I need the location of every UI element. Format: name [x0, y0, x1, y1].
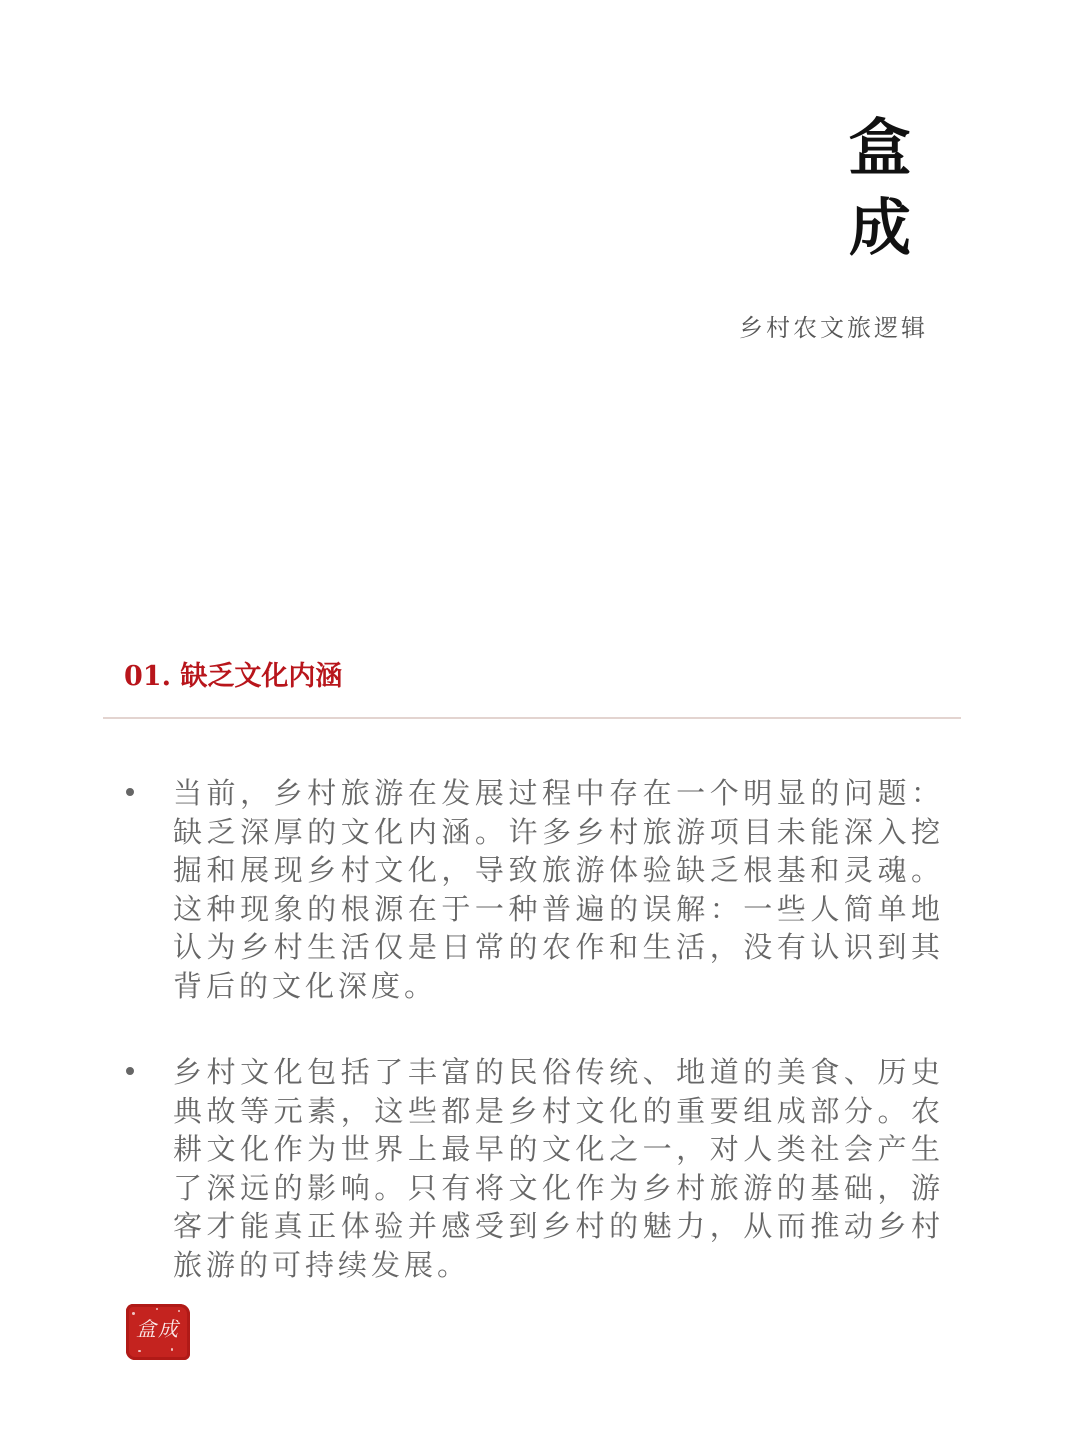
subtitle: 乡村农文旅逻辑 — [739, 314, 928, 342]
bullet-text: 当前，乡村旅游在发展过程中存在一个明显的问题：缺乏深厚的文化内涵。许多乡村旅游项目未能深入挖掘和展现乡村文化，导致旅游体验缺乏根基和灵魂。这种现象的根源在于一种普遍的误解：一些人简单地认为乡村生活仅是日常的农作和生活，没有认识到其背后的文化深度。 — [173, 776, 944, 1003]
bullet-dot-icon — [126, 788, 134, 796]
bullet-dot-icon — [126, 1067, 134, 1075]
bullet-item — [124, 1053, 944, 1284]
bullet-item — [124, 774, 944, 1005]
bullet-text: 乡村文化包括了丰富的民俗传统、地道的美食、历史典故等元素，这些都是乡村文化的重要组成部分。农耕文化作为世界上最早的文化之一，对人类社会产生了深远的影响。只有将文化作为乡村旅游的基础，游客才能真正体验并感受到乡村的魅力，从而推动乡村旅游的可持续发展。 — [173, 1055, 944, 1282]
brand-title: 盒成 — [848, 111, 911, 264]
section-title: 01. 缺乏文化内涵 — [124, 661, 343, 692]
bullet-list — [124, 774, 944, 1332]
seal-stamp-icon — [126, 1304, 190, 1360]
section-divider — [103, 717, 961, 719]
seal-text: 盒成 — [136, 1317, 180, 1341]
